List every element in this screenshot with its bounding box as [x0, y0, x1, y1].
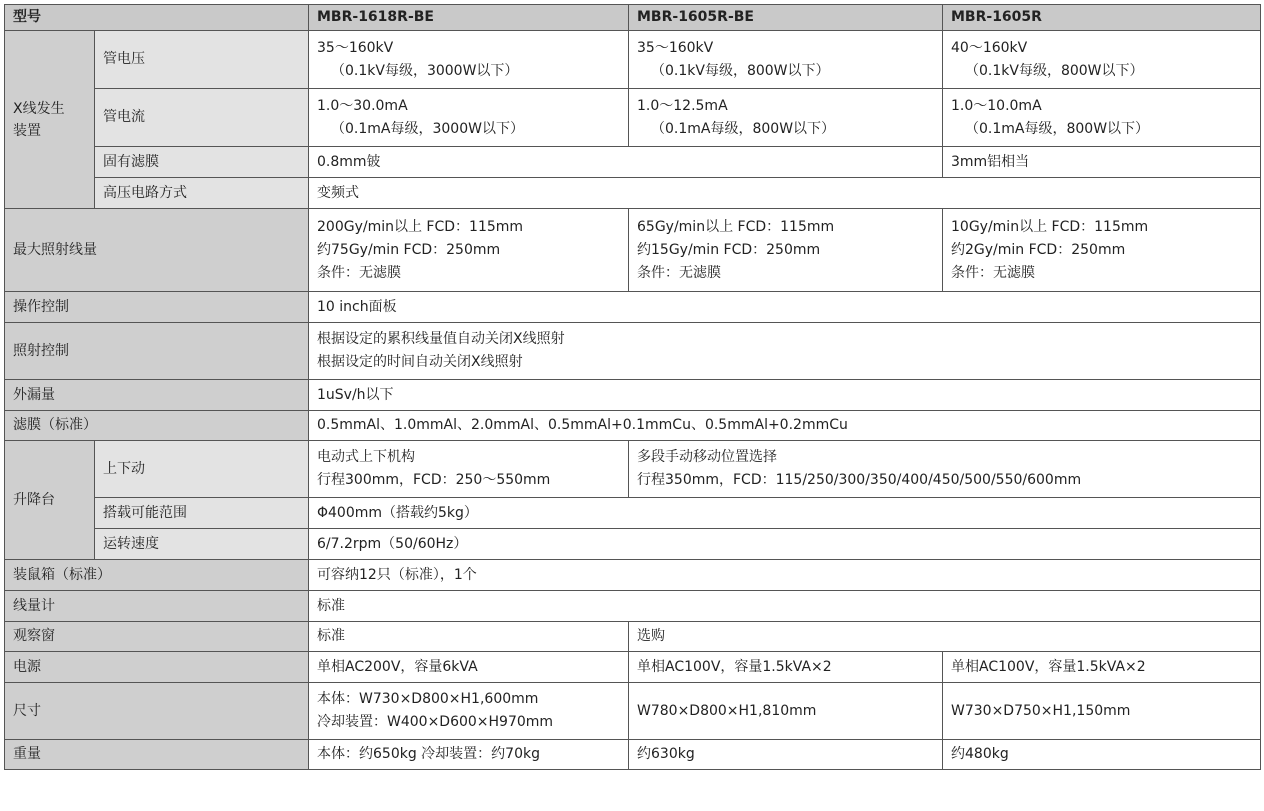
value-power-m3: 单相AC100V，容量1.5kVA×2 [943, 652, 1261, 683]
value-filter-m3: 3mm铝相当 [943, 147, 1261, 178]
row-operation [5, 292, 1261, 323]
label-tube-voltage: 管电压 [95, 31, 309, 89]
row-lift-speed [5, 529, 1261, 560]
value-operation: 10 inch面板 [309, 292, 1261, 323]
row-tube-voltage [5, 31, 1261, 89]
value-weight-m3: 约480kg [943, 740, 1261, 770]
label-dosimeter: 线量计 [5, 591, 309, 622]
label-inherent-filter: 固有滤膜 [95, 147, 309, 178]
value-size-m1: 本体：W730×D800×H1,600mm 冷却装置：W400×D600×H970mm [309, 683, 629, 740]
header-model-1: MBR-1618R-BE [309, 5, 629, 31]
row-irradiation [5, 323, 1261, 380]
value-voltage-m3: 40～160kV （0.1kV每级，800W以下） [943, 31, 1261, 89]
label-max-dose: 最大照射线量 [5, 209, 309, 292]
value-voltage-m1: 35～160kV （0.1kV每级，3000W以下） [309, 31, 629, 89]
value-dosimeter: 标准 [309, 591, 1261, 622]
value-dose-m2: 65Gy/min以上 FCD：115mm 约15Gy/min FCD：250mm 条件：无滤膜 [629, 209, 943, 292]
value-leakage: 1uSv/h以下 [309, 380, 1261, 411]
row-max-dose [5, 209, 1261, 292]
label-leakage: 外漏量 [5, 380, 309, 411]
value-mouse-box: 可容纳12只（标准），1个 [309, 560, 1261, 591]
value-dose-m1: 200Gy/min以上 FCD：115mm 约75Gy/min FCD：250mm 条件：无滤膜 [309, 209, 629, 292]
label-window: 观察窗 [5, 622, 309, 652]
row-leakage [5, 380, 1261, 411]
value-window-m23: 选购 [629, 622, 1261, 652]
value-load-range: Φ400mm（搭载约5kg） [309, 498, 1261, 529]
spec-table [4, 4, 1261, 770]
label-weight: 重量 [5, 740, 309, 770]
label-load-range: 搭载可能范围 [95, 498, 309, 529]
header-row [5, 5, 1261, 31]
label-size: 尺寸 [5, 683, 309, 740]
row-lift-load [5, 498, 1261, 529]
value-speed: 6/7.2rpm（50/60Hz） [309, 529, 1261, 560]
row-tube-current [5, 89, 1261, 147]
label-hv-circuit: 高压电路方式 [95, 178, 309, 209]
value-power-m1: 单相AC200V，容量6kVA [309, 652, 629, 683]
value-dose-m3: 10Gy/min以上 FCD：115mm 约2Gy/min FCD：250mm 条件：无滤膜 [943, 209, 1261, 292]
value-current-m2: 1.0～12.5mA （0.1mA每级，800W以下） [629, 89, 943, 147]
group-xray-generator: X线发生装置 [5, 31, 95, 209]
row-inherent-filter [5, 147, 1261, 178]
row-dosimeter [5, 591, 1261, 622]
value-filter-m12: 0.8mm铍 [309, 147, 943, 178]
header-model-3: MBR-1605R [943, 5, 1261, 31]
row-filters-std [5, 411, 1261, 441]
label-mouse-box: 装鼠箱（标准） [5, 560, 309, 591]
row-weight [5, 740, 1261, 770]
header-model-2: MBR-1605R-BE [629, 5, 943, 31]
row-hv-circuit [5, 178, 1261, 209]
value-window-m1: 标准 [309, 622, 629, 652]
value-size-m2: W780×D800×H1,810mm [629, 683, 943, 740]
group-lift-table: 升降台 [5, 441, 95, 560]
value-power-m2: 单相AC100V，容量1.5kVA×2 [629, 652, 943, 683]
label-filters-std: 滤膜（标准） [5, 411, 309, 441]
label-irradiation: 照射控制 [5, 323, 309, 380]
row-mouse-box [5, 560, 1261, 591]
value-voltage-m2: 35～160kV （0.1kV每级，800W以下） [629, 31, 943, 89]
value-size-m3: W730×D750×H1,150mm [943, 683, 1261, 740]
label-speed: 运转速度 [95, 529, 309, 560]
value-updown-m1: 电动式上下机构 行程300mm，FCD：250～550mm [309, 441, 629, 498]
label-updown: 上下动 [95, 441, 309, 498]
value-irradiation: 根据设定的累积线量值自动关闭X线照射 根据设定的时间自动关闭X线照射 [309, 323, 1261, 380]
value-weight-m1: 本体：约650kg 冷却装置：约70kg [309, 740, 629, 770]
row-window [5, 622, 1261, 652]
value-current-m1: 1.0～30.0mA （0.1mA每级，3000W以下） [309, 89, 629, 147]
label-tube-current: 管电流 [95, 89, 309, 147]
value-updown-m23: 多段手动移动位置选择 行程350mm，FCD：115/250/300/350/400/450/500/550/600mm [629, 441, 1261, 498]
label-operation: 操作控制 [5, 292, 309, 323]
row-size [5, 683, 1261, 740]
value-hv-circuit: 变频式 [309, 178, 1261, 209]
row-lift-updown [5, 441, 1261, 498]
value-filters-std: 0.5mmAl、1.0mmAl、2.0mmAl、0.5mmAl+0.1mmCu、0.5mmAl+0.2mmCu [309, 411, 1261, 441]
value-current-m3: 1.0～10.0mA （0.1mA每级，800W以下） [943, 89, 1261, 147]
label-power: 电源 [5, 652, 309, 683]
header-model-label: 型号 [5, 5, 309, 31]
value-weight-m2: 约630kg [629, 740, 943, 770]
row-power [5, 652, 1261, 683]
